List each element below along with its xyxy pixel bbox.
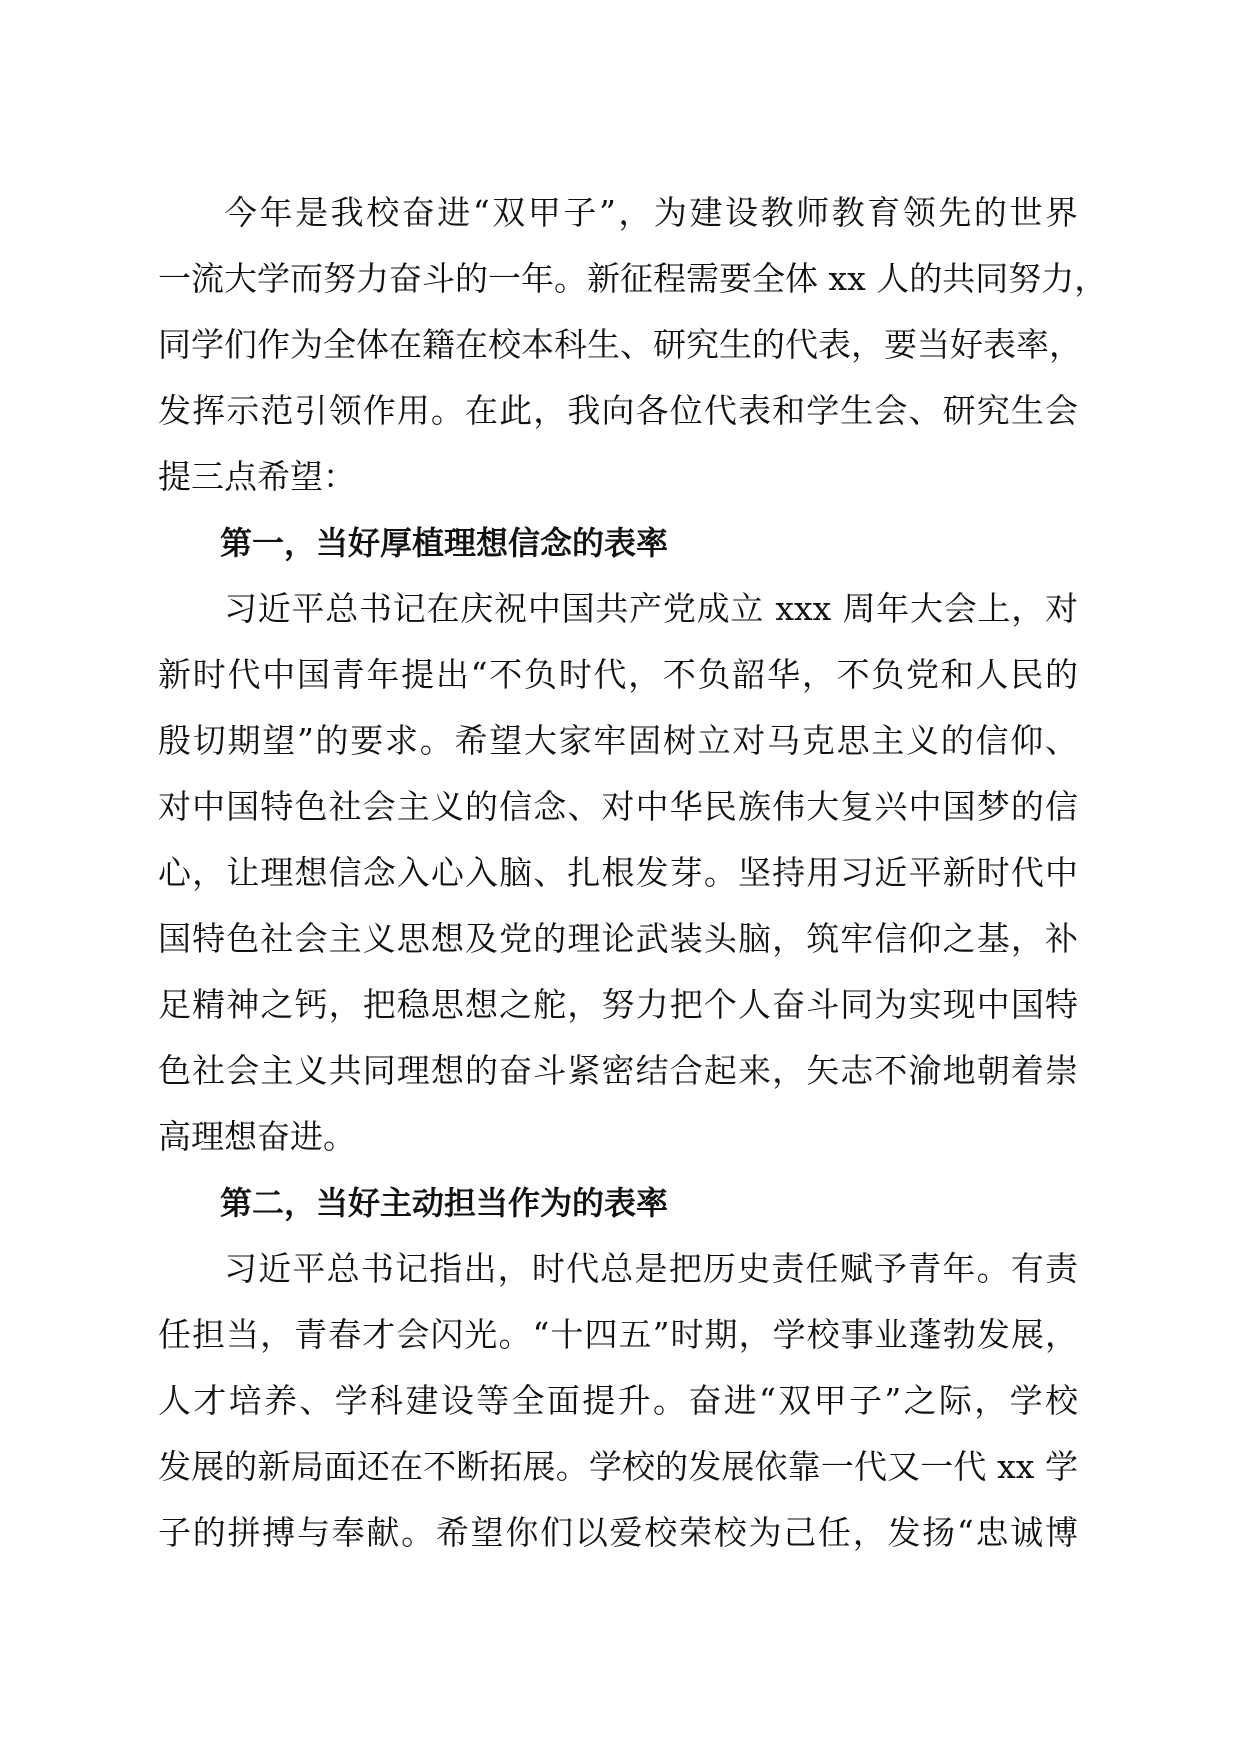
section-2-line-5: 子的拼搏与奉献。希望你们以爱校荣校为己任，发扬“忠诚博 bbox=[158, 1513, 1078, 1552]
intro-line-5: 提三点希望： bbox=[158, 457, 356, 496]
section-2-paragraph bbox=[158, 1236, 1078, 1566]
section-1-line-7: 足精神之钙，把稳思想之舵，努力把个人奋斗同为实现中国特 bbox=[158, 985, 1078, 1024]
section-2-line-3: 人才培养、学科建设等全面提升。奋进“双甲子”之际，学校 bbox=[158, 1381, 1078, 1420]
section-2-line-2: 任担当，青春才会闪光。“十四五”时期，学校事业蓬勃发展， bbox=[158, 1315, 1078, 1354]
intro-line-4: 发挥示范引领作用。在此，我向各位代表和学生会、研究生会 bbox=[158, 391, 1078, 430]
section-1-line-9: 高理想奋进。 bbox=[158, 1117, 356, 1156]
intro-line-3: 同学们作为全体在籍在校本科生、研究生的代表，要当好表率， bbox=[158, 325, 1082, 364]
section-1-line-3: 殷切期望”的要求。希望大家牢固树立对马克思主义的信仰、 bbox=[158, 721, 1078, 760]
section-1-line-4: 对中国特色社会主义的信念、对中华民族伟大复兴中国梦的信 bbox=[158, 787, 1078, 826]
document-body bbox=[158, 180, 1108, 1566]
intro-line-1: 今年是我校奋进“双甲子”，为建设教师教育领先的世界 bbox=[224, 193, 1078, 232]
section-1-line-2: 新时代中国青年提出“不负时代，不负韶华，不负党和人民的 bbox=[158, 655, 1078, 694]
section-2-heading: 第二，当好主动担当作为的表率 bbox=[220, 1184, 669, 1222]
intro-line-2: 一流大学而努力奋斗的一年。新征程需要全体 xx 人的共同努力， bbox=[158, 259, 1108, 298]
intro-paragraph bbox=[158, 180, 1108, 510]
section-1-paragraph bbox=[158, 576, 1078, 1170]
section-2-line-4: 发展的新局面还在不断拓展。学校的发展依靠一代又一代 xx 学 bbox=[158, 1447, 1078, 1486]
section-1-line-8: 色社会主义共同理想的奋斗紧密结合起来，矢志不渝地朝着崇 bbox=[158, 1051, 1078, 1090]
section-1-heading: 第一，当好厚植理想信念的表率 bbox=[220, 524, 669, 562]
section-1-line-5: 心，让理想信念入心入脑、扎根发芽。坚持用习近平新时代中 bbox=[158, 853, 1078, 892]
section-1-line-6: 国特色社会主义思想及党的理论武装头脑，筑牢信仰之基，补 bbox=[158, 919, 1078, 958]
section-2-line-1: 习近平总书记指出，时代总是把历史责任赋予青年。有责 bbox=[224, 1249, 1078, 1288]
section-1-line-1: 习近平总书记在庆祝中国共产党成立 xxx 周年大会上，对 bbox=[224, 589, 1078, 628]
